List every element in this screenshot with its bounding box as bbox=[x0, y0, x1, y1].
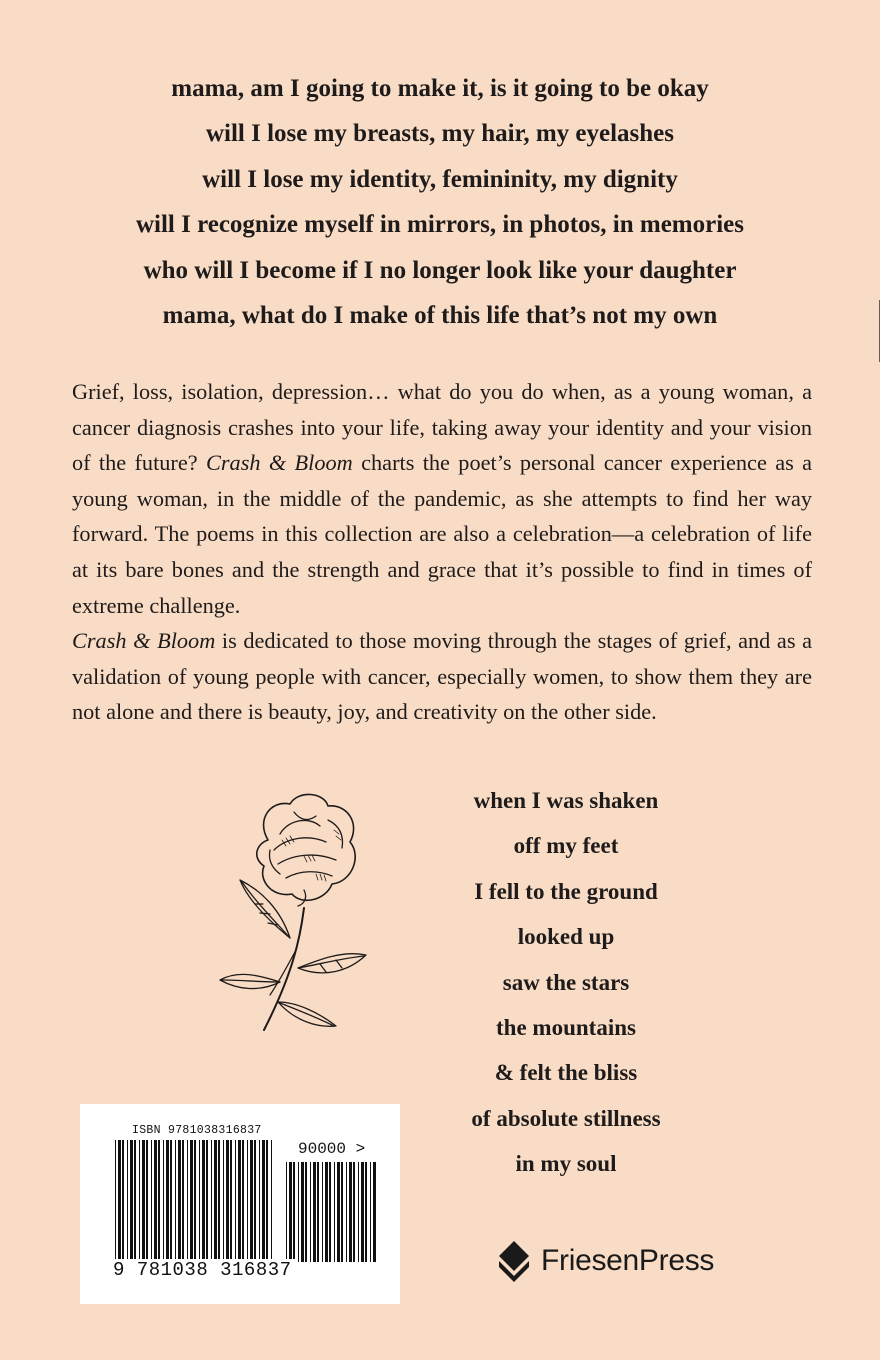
barcode-bar bbox=[349, 1162, 352, 1262]
publisher-logo bbox=[497, 1236, 747, 1286]
isbn-label: ISBN 9781038316837 bbox=[132, 1124, 262, 1137]
barcode-bar bbox=[361, 1162, 364, 1262]
barcode-bar bbox=[305, 1162, 307, 1262]
bottom-poem bbox=[446, 778, 686, 1187]
description-text: charts the poet’s personal cancer experience as a young woman, in the middle of the pandemic, as she attempts to find her way forward. The poems in this collection are also a celebration—a celebration of life at its bare bones and the strength and grace that it’s possible to find in times of extreme challenge. bbox=[72, 450, 813, 618]
barcode-bar bbox=[293, 1162, 295, 1262]
barcode-bar bbox=[325, 1162, 328, 1262]
bottom-poem-line: saw the stars bbox=[502, 969, 630, 995]
peony-flower-illustration bbox=[208, 790, 380, 1040]
bottom-poem-line: in my soul bbox=[515, 1151, 617, 1177]
top-poem-line: will I lose my identity, femininity, my dignity bbox=[202, 165, 678, 193]
friesenpress-logo-icon bbox=[497, 1239, 531, 1283]
description-paragraph-1 bbox=[72, 374, 812, 623]
top-poem-line: will I recognize myself in mirrors, in photos, in memories bbox=[135, 211, 745, 239]
addon-barcode-bars bbox=[286, 1162, 378, 1262]
bottom-poem-line: off my feet bbox=[513, 833, 619, 859]
barcode-bar bbox=[334, 1162, 335, 1262]
bottom-poem-line: looked up bbox=[517, 924, 615, 950]
barcode-bar bbox=[353, 1162, 355, 1262]
bottom-poem-line: & felt the bliss bbox=[494, 1060, 638, 1086]
barcode-bar bbox=[365, 1162, 367, 1262]
top-poem-line: mama, am I going to make it, is it going to be okay bbox=[171, 75, 709, 102]
publisher-name: FriesenPress bbox=[541, 1244, 715, 1277]
bottom-poem-line: I fell to the ground bbox=[474, 878, 658, 904]
barcode-bar bbox=[370, 1162, 371, 1262]
book-description bbox=[72, 374, 812, 730]
barcode-bar bbox=[373, 1162, 376, 1262]
barcode-bar bbox=[322, 1162, 323, 1262]
barcode-bar bbox=[313, 1162, 316, 1262]
barcode-bar bbox=[329, 1162, 331, 1262]
bottom-poem-line: of absolute stillness bbox=[471, 1105, 661, 1131]
bottom-poem-line: the mountains bbox=[496, 1014, 636, 1040]
top-poem-line: mama, what do I make of this life that’s not my own bbox=[162, 301, 718, 329]
barcode-bar bbox=[358, 1162, 359, 1262]
barcode-bar bbox=[337, 1162, 340, 1262]
price-code: 90000 > bbox=[298, 1140, 366, 1158]
description-paragraph-2 bbox=[72, 623, 812, 730]
barcode-bar bbox=[289, 1162, 292, 1262]
top-poem-line: will I lose my breasts, my hair, my eyelashes bbox=[205, 120, 675, 148]
barcode-bar bbox=[317, 1162, 319, 1262]
top-poem-line: who will I become if I no longer look like your daughter bbox=[143, 256, 737, 284]
barcode-digits: 9 781038 316837 bbox=[110, 1259, 295, 1281]
description-text: Grief, loss, isolation, depression… what do you do when, as a young woman, a cancer diagnosis crashes into your life, taking away your identity and your vision of the future? bbox=[72, 379, 812, 476]
bottom-poem-line: when I was shaken bbox=[473, 788, 659, 813]
top-poem bbox=[0, 66, 880, 338]
barcode-bar bbox=[301, 1162, 304, 1262]
book-title-italic: Crash & Bloom bbox=[206, 450, 353, 476]
description-text: is dedicated to those moving through the stages of grief, and as a validation of young people with cancer, especially women, to show them they are not alone and there is beauty, joy, and creativity on the other side. bbox=[72, 628, 812, 725]
barcode-bar bbox=[298, 1162, 299, 1262]
barcode-bar bbox=[346, 1162, 347, 1262]
book-title-italic: Crash & Bloom bbox=[72, 628, 216, 654]
barcode-bar bbox=[286, 1162, 287, 1262]
barcode-bar bbox=[310, 1162, 311, 1262]
isbn-barcode bbox=[80, 1104, 400, 1304]
barcode-bar bbox=[341, 1162, 343, 1262]
